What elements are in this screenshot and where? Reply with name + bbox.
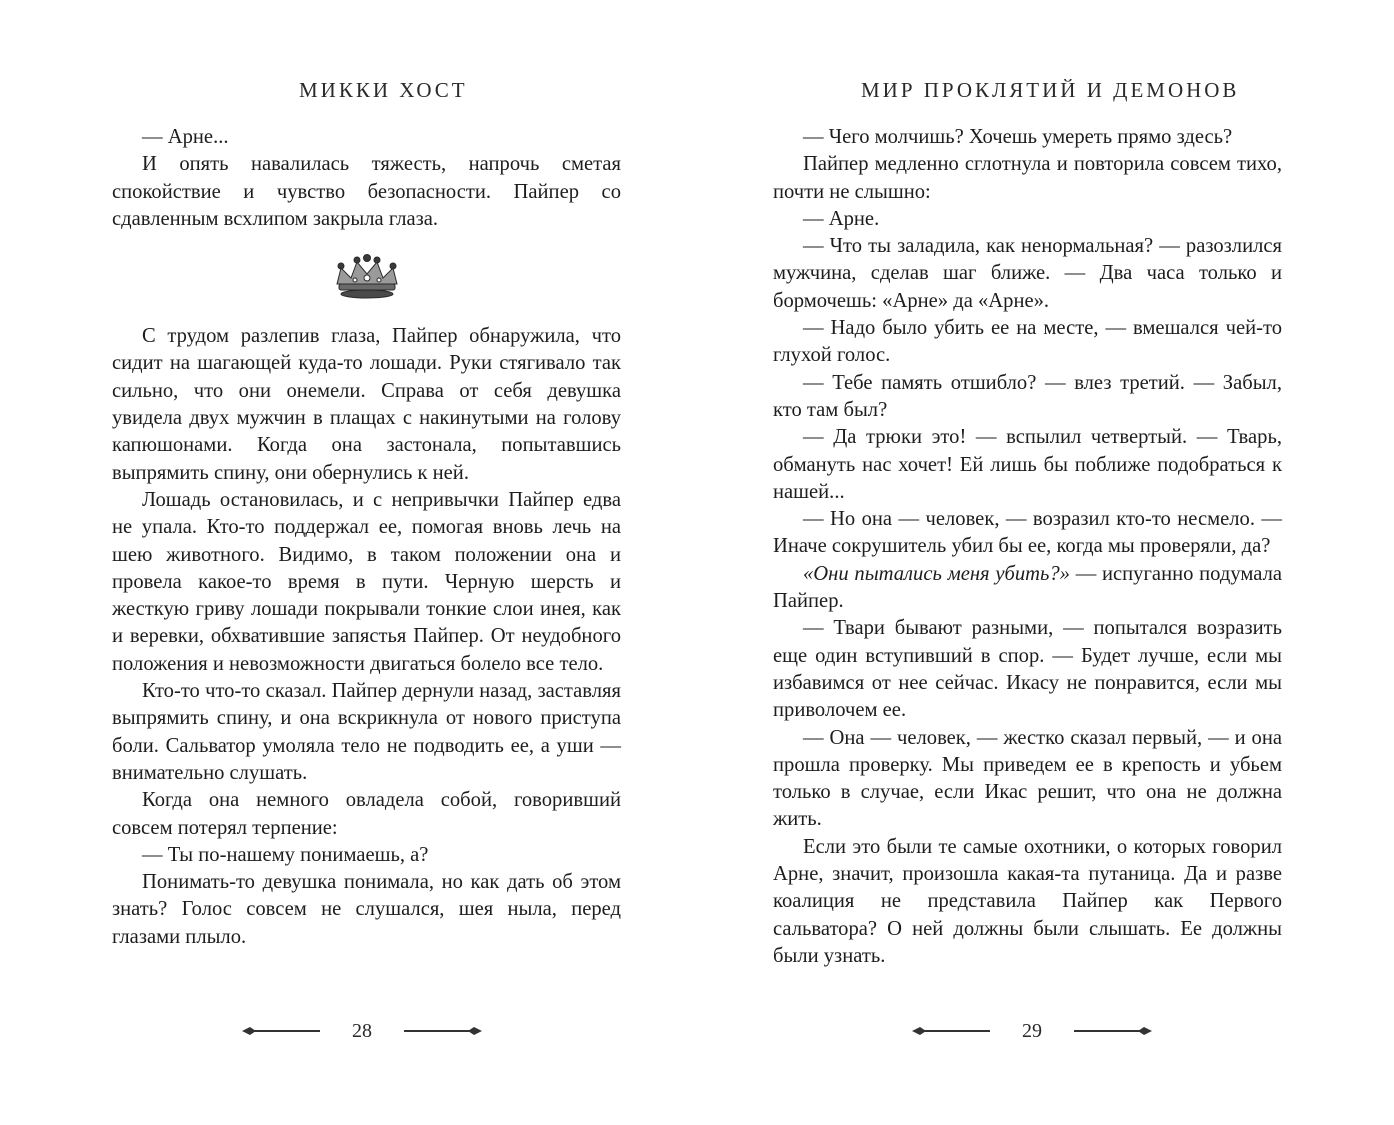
paragraph-italic-thought bbox=[773, 561, 1282, 616]
paragraph: — Да трюки это! — вспылил четвертый. — Тварь, обмануть нас хочет! Ей лишь бы поближе подобраться к нашей... bbox=[773, 426, 1282, 503]
paragraph: — Ты по-нашему понимаешь, а? bbox=[142, 843, 429, 866]
paragraph: Кто-то что-то сказал. Пайпер дернули назад, заставляя выпрямить спину, и она вскрикнула от нового приступа боли. Сальватор умоляла тело не подводить ее, а уши — внимательно слушать. bbox=[112, 680, 621, 784]
ornamental-rule-left bbox=[240, 1025, 320, 1037]
thought-attribution: — испуганно подумала Пайпер. bbox=[773, 562, 1282, 613]
paragraph: — Но она — человек, — возразил кто-то несмело. — Иначе сокрушитель убил бы ее, когда мы проверяли, да? bbox=[773, 508, 1282, 558]
right-page bbox=[697, 0, 1394, 1125]
page-number: 29 bbox=[1022, 1019, 1042, 1042]
paragraph: — Что ты заладила, как ненормальная? — разозлился мужчина, сделав шаг ближе. — Два часа только и бормочешь: «Арне» да «Арне». bbox=[773, 235, 1282, 312]
paragraph: Пайпер медленно сглотнула и повторила совсем тихо, почти не слышно: bbox=[773, 153, 1282, 203]
ornamental-rule-right bbox=[1074, 1025, 1154, 1037]
italic-thought: «Они пытались меня убить?» bbox=[803, 562, 1070, 585]
paragraph: Лошадь остановилась, и с непривычки Пайпер едва не упала. Кто-то поддержал ее, помогая вновь лечь на шею животного. Видимо, в таком положении она и провела какое-то время в пути. Черную шерсть и жесткую гриву лошади покрывали тонкие слои инея, как и веревки, обхватившие запястья Пайпер. От неудобного положения и невозможности двигаться болело все тело. bbox=[112, 488, 621, 675]
paragraph: — Она — человек, — жестко сказал первый, — и она прошла проверку. Мы приведем ее в крепость и убьем только в случае, если Икас решит, что она не должна жить. bbox=[773, 726, 1282, 831]
right-body-text bbox=[773, 124, 1282, 970]
paragraph: Если это были те самые охотники, о которых говорил Арне, значит, произошла какая-та путаница. Да и разве коалиция не представила Пайпер как Первого сальватора? О ней должны были слышать. Ее должны были узнать. bbox=[773, 835, 1282, 967]
paragraph: — Твари бывают разными, — попытался возразить еще один вступивший в спор. — Будет лучше, если мы избавимся от нее сейчас. Икасу не понравится, если мы приволочем ее. bbox=[773, 617, 1282, 722]
page-footer bbox=[240, 1016, 484, 1046]
paragraph: Когда она немного овладела собой, говоривший совсем потерял терпение: bbox=[112, 789, 621, 839]
paragraph: — Надо было убить ее на месте, — вмешался чей-то глухой голос. bbox=[773, 317, 1282, 367]
crown-icon bbox=[327, 254, 407, 302]
paragraph: И опять навалилась тяжесть, напрочь сметая спокойствие и чувство безопасности. Пайпер со сдавленным всхлипом закрыла глаза. bbox=[112, 153, 621, 230]
paragraph: — Чего молчишь? Хочешь умереть прямо здесь? bbox=[803, 126, 1233, 148]
page-footer bbox=[910, 1016, 1154, 1046]
paragraph: — Арне... bbox=[142, 126, 229, 148]
section-break bbox=[112, 233, 621, 323]
running-head-title: МИР ПРОКЛЯТИЙ И ДЕМОНОВ bbox=[861, 78, 1240, 102]
paragraph: Понимать-то девушка понимала, но как дать об этом знать? Голос совсем не слушался, шея ныла, перед глазами плыло. bbox=[112, 871, 621, 948]
ornamental-rule-right bbox=[404, 1025, 484, 1037]
paragraph: — Тебе память отшибло? — влез третий. — Забыл, кто там был? bbox=[773, 371, 1282, 421]
left-body-text bbox=[112, 124, 621, 951]
ornamental-rule-left bbox=[910, 1025, 990, 1037]
page-number: 28 bbox=[352, 1019, 372, 1042]
paragraph: — Арне. bbox=[803, 207, 880, 230]
running-head-author: МИККИ ХОСТ bbox=[299, 78, 468, 102]
paragraph: С трудом разлепив глаза, Пайпер обнаружила, что сидит на шагающей куда-то лошади. Руки стягивало так сильно, что они онемели. Справа от себя девушка увидела двух мужчин в плащах с накинутыми на голову капюшонами. Когда она застонала, попытавшись выпрямить спину, они обернулись к ней. bbox=[112, 325, 621, 484]
